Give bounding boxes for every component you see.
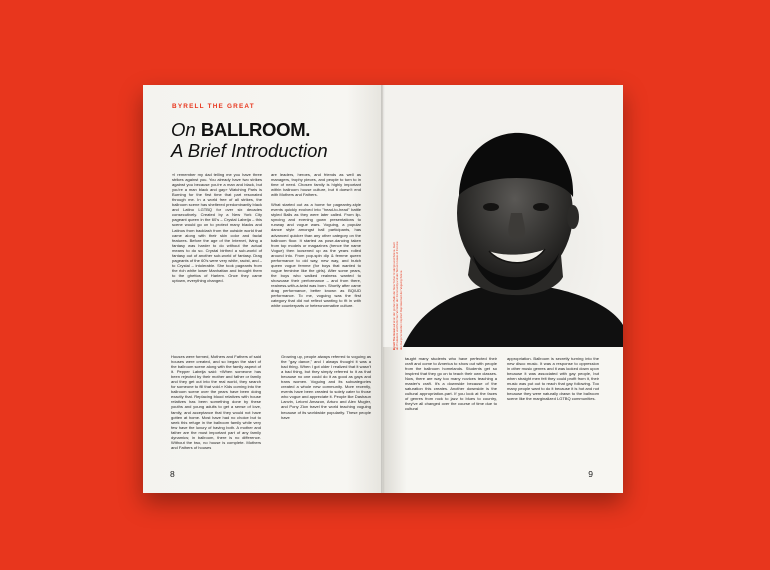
paragraph: Houses were formed, Mothers and Fathers of said houses were created, and so began the start of the ballroom scene along with the family aspect of it. Pepper Labeija said: «When someone has been rejected by their mother and father or family and they get out into the real world, they search for someone to fill that void.» Kids coming into the ballroom scene over the years have been doing exactly that. Replacing blood relatives with house relatives has been something done by these youths and young adults to get a sense of love, family, and acceptance that they would not have gotten at home. Most have had no choice but to seek this refuge in the ballroom family while very few have the luxury of having both. A mother and father are the most important part of any family dynamics; in ballroom, there is no difference. Without the two, no house is complete. Mothers and Fathers of houses bbox=[171, 354, 261, 450]
kicker: BYRELL THE GREAT bbox=[172, 103, 255, 110]
magazine-spread bbox=[143, 85, 623, 493]
right-page bbox=[383, 85, 623, 493]
paragraph: taught many students who have perfected their craft and come to America to show out with people from the ballroom homelands. Students get so inspired that they go on to teach their own classes. Now, there are way too many novices teaching a master's craft. It's a downside because of the saturation this creates. Another downside is the cultural appropriation-part. If you look at the faces of genres from rock to jazz to blues to country, they've all changed over the course of time due to cultural bbox=[405, 356, 497, 412]
page-number-right: 9 bbox=[588, 469, 593, 479]
title-bold: BALLROOM. bbox=[200, 119, 311, 140]
column-1 bbox=[172, 172, 262, 288]
column-4 bbox=[281, 354, 371, 425]
caption-name: Byrell The Great bbox=[392, 328, 396, 350]
paragraph: Growing up, people always referred to voguing as the "gay dance," and I always thought it was a bad thing. When I got older I realized that it wasn't a bad thing, but they simply referred to it as that because no one could do it as good as gays and trans women. Voguing and its subcategories created a whole new community. More recently, events have been created to solely cater to those who vogue and appreciate it. People like Dashaun Lanvin, Leiomi Amazon, Arturo and Alex Mugler, and Pony Zion travel the world teaching voguing because of its worldwide popularity. These people have bbox=[281, 354, 371, 420]
column-2 bbox=[271, 172, 361, 313]
page-number-left: 8 bbox=[170, 469, 175, 479]
photo-caption bbox=[393, 240, 405, 350]
paragraph: What started out as a home for pageantry-style events quickly evolved into "head-to-head" battle styled Balls as they were later called. From lip-syncing and evening gown presentations to runway and vogue wars. Voguing, a popular dance style amongst ball participants, has advanced quicker than any other category on the ballroom floor. It started as pose-dancing taken from top models or magazines (hence the name Vogue) then loosened up as the years rolled around into. From pop-spin dip & femme queen performance to old way, new way, and butch queen vogue femme (for boys that wanted to vogue feminine like the girls). After some years, the boys who walked realness wanted to showcase their performance – and from there, realness-with-a-twist was born. Shortly after came drag performance, better known as BQ/UD performance. To me, voguing was the first category that did not reflect wanting to fit in with white counterparts or heteronormative culture. bbox=[271, 202, 361, 309]
article-title bbox=[171, 119, 371, 161]
paragraph: appropriation. Ballroom is secretly turning into the new disco music. It was a response to oppression in other music genres and it was looked down upon because it was associated with gay people, but when straight men felt they could profit from it, their music was put out to reach that gay following. Too many people want to do it because it is hot and not because they were naturally drawn to the ballroom scene like the marginalized LGTBQ communities. bbox=[507, 356, 600, 402]
column-5 bbox=[405, 356, 497, 417]
portrait-illustration bbox=[383, 85, 623, 347]
spine-gutter bbox=[381, 85, 385, 493]
paragraph: «I remember my dad telling me you have three strikes against you. You already have two strikes against you because you're a man and black, but you're a man black and gay» Watching Paris is Burning for the first time that part resonated through me. In a world free of all strikes, the ballroom scene has sheltered predominantly black and Latino LGTBQ for over six decades consecutively. Created by a New York City pageant queen in the 60's – Crystal Labeija – this scene would go on to protect many blacks and Latinos from backlash from the outside world that came along with their skin color and facial features. Before the age of the Internet, living a fantasy was harder to do without the actual means to do so. Crystal birthed a sub-world of fantasy out of another sub-world of fantasy. Drag pageants of the 60's were very white, racist, and – to Crystal – intolerable. She took pageants from the rich white lower Manhattan and brought them to the ghettos of Harlem. Once they came uptown, everything changed. bbox=[172, 172, 262, 283]
column-6 bbox=[507, 356, 599, 406]
title-subline: A Brief Introduction bbox=[171, 140, 328, 161]
title-italic: On bbox=[171, 119, 201, 140]
paragraph: are leaders, heroes, and friends as well as managers, trophy pieces, and people to turn to in time of need. Chosen family is highly important within ballroom house culture, but it doesn't end with Mothers and Fathers. bbox=[271, 172, 361, 198]
caption-text: auf einer der großen Balls der New Yorker Underground-Szene. Auch als Produzent und Performer Vorreiter der Community und als Teil vom Haus of Comme des Garçons Garden inspiriert Repräsentant der Voguing-Szene. bbox=[392, 241, 403, 350]
portrait-photo bbox=[383, 85, 623, 347]
left-page bbox=[143, 85, 383, 493]
column-3 bbox=[171, 354, 261, 455]
